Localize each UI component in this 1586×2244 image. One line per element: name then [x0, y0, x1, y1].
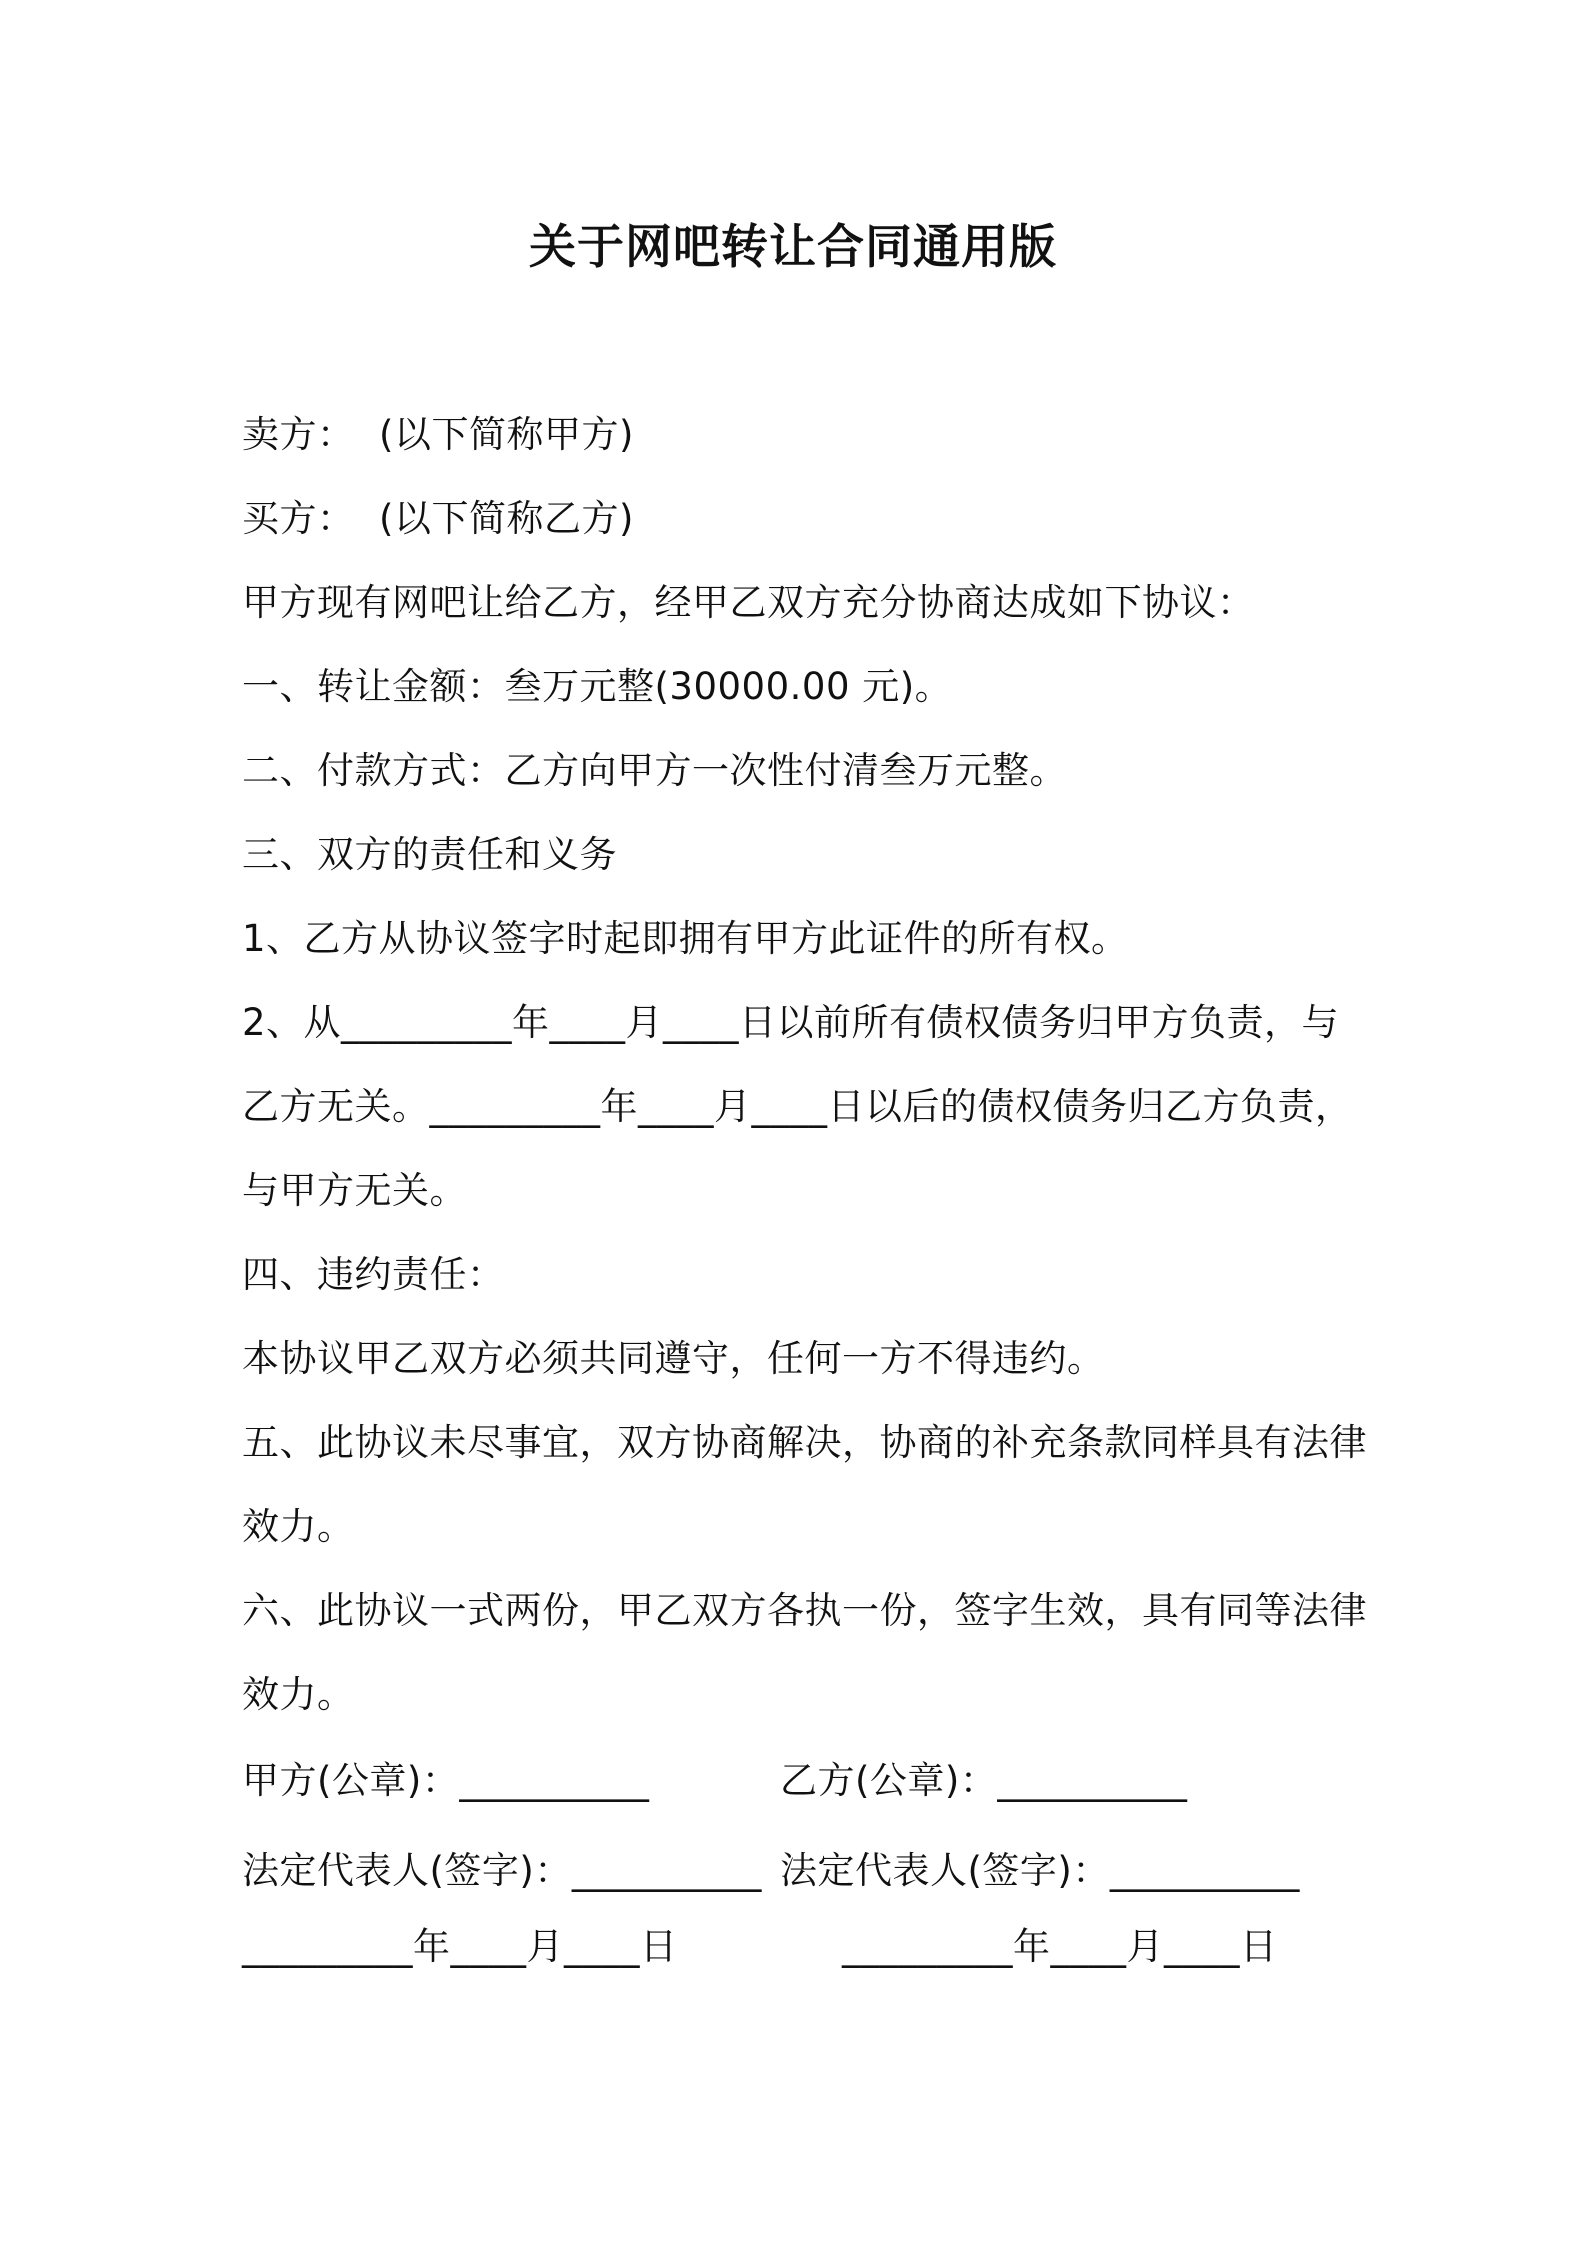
- clause-3-heading: 三、双方的责任和义务: [242, 833, 617, 876]
- party-b-representative: 法定代表人(签字)：__________: [780, 1849, 1300, 1892]
- clause-4-body: 本协议甲乙双方必须共同遵守，任何一方不得违约。: [242, 1337, 1105, 1380]
- party-b-seal: 乙方(公章)：__________: [780, 1759, 1188, 1802]
- clause-3-item-2-line-1: 2、从_________年____月____日以前所有债权债务归甲方负责，与: [242, 1001, 1340, 1044]
- seller-line: 卖方： (以下简称甲方): [242, 413, 634, 456]
- clause-1-amount: 一、转让金额：叁万元整(30000.00 元)。: [242, 665, 953, 708]
- buyer-line: 买方： (以下简称乙方): [242, 497, 634, 540]
- clause-6-line-2: 效力。: [242, 1673, 355, 1716]
- clause-2-payment: 二、付款方式：乙方向甲方一次性付清叁万元整。: [242, 749, 1067, 792]
- document-title: 关于网吧转让合同通用版: [529, 220, 1057, 275]
- clause-3-item-1: 1、乙方从协议签字时起即拥有甲方此证件的所有权。: [242, 917, 1129, 960]
- clause-4-heading: 四、违约责任：: [242, 1253, 505, 1296]
- clause-5-line-1: 五、此协议未尽事宜，双方协商解决，协商的补充条款同样具有法律: [242, 1421, 1367, 1464]
- clause-3-item-2-line-3: 与甲方无关。: [242, 1169, 467, 1212]
- intro-paragraph: 甲方现有网吧让给乙方，经甲乙双方充分协商达成如下协议：: [242, 581, 1255, 624]
- clause-5-line-2: 效力。: [242, 1505, 355, 1548]
- party-b-date: _________年____月____日: [842, 1925, 1278, 1968]
- party-a-seal: 甲方(公章)：__________: [242, 1759, 650, 1802]
- party-a-date: _________年____月____日: [242, 1925, 678, 1968]
- clause-6-line-1: 六、此协议一式两份，甲乙双方各执一份，签字生效，具有同等法律: [242, 1589, 1367, 1632]
- party-a-representative: 法定代表人(签字)：__________: [242, 1849, 762, 1892]
- clause-3-item-2-line-2: 乙方无关。_________年____月____日以后的债权债务归乙方负责，: [242, 1085, 1353, 1128]
